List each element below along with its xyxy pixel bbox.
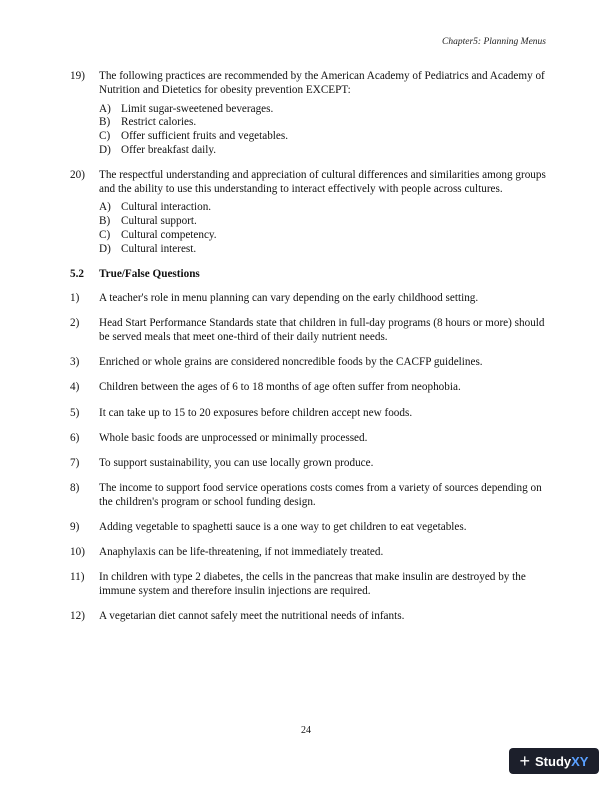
tf-question xyxy=(70,381,548,395)
studyxy-badge[interactable] xyxy=(509,748,599,774)
plus-icon: + xyxy=(519,751,531,771)
question-text: The respectful understanding and appreciation of cultural differences and similarities among groups and the ability to use this understanding to interact effectively with people across cultures. xyxy=(99,168,546,195)
option-list xyxy=(99,103,548,158)
tf-question xyxy=(70,407,548,421)
question-number: 20) xyxy=(70,168,85,181)
question-text: A vegetarian diet cannot safely meet the nutritional needs of infants. xyxy=(99,609,405,622)
option-item xyxy=(99,201,548,215)
tf-question xyxy=(70,317,548,345)
option-item xyxy=(99,229,548,243)
question-number: 3) xyxy=(70,356,80,369)
option-text: Cultural interaction. xyxy=(121,201,212,214)
question-number: 11) xyxy=(70,570,85,583)
tf-question xyxy=(70,521,548,535)
option-item xyxy=(99,103,548,117)
brand-accent: XY xyxy=(571,753,589,769)
question-text: Head Start Performance Standards state that children in full-day programs (8 hours or more) should be served meals that meet one-third of their daily nutrient needs. xyxy=(99,317,545,344)
question-number: 9) xyxy=(70,520,80,533)
question-number: 4) xyxy=(70,381,80,394)
option-item xyxy=(99,130,548,144)
question-number: 5) xyxy=(70,406,80,419)
tf-question xyxy=(70,432,548,446)
option-letter: B) xyxy=(99,215,111,228)
question-text: A teacher's role in menu planning can vary depending on the early childhood setting. xyxy=(99,292,479,305)
question-number: 10) xyxy=(70,545,85,558)
option-letter: D) xyxy=(99,143,111,156)
option-text: Offer sufficient fruits and vegetables. xyxy=(121,130,289,143)
question-text: Whole basic foods are unprocessed or minimally processed. xyxy=(99,431,368,444)
tf-question xyxy=(70,356,548,370)
question-text: Children between the ages of 6 to 18 months of age often suffer from neophobia. xyxy=(99,381,461,394)
question-text: To support sustainability, you can use locally grown produce. xyxy=(99,456,374,469)
option-item xyxy=(99,243,548,257)
option-letter: A) xyxy=(99,201,111,214)
option-letter: C) xyxy=(99,130,111,143)
option-text: Offer breakfast daily. xyxy=(121,143,217,156)
tf-question xyxy=(70,546,548,560)
question-text: It can take up to 15 to 20 exposures before children accept new foods. xyxy=(99,406,413,419)
question-text: In children with type 2 diabetes, the cells in the pancreas that make insulin are destroyed by the immune system and therefore insulin injections are required. xyxy=(99,570,526,597)
question-number: 8) xyxy=(70,481,80,494)
mc-question xyxy=(70,169,548,257)
option-text: Cultural support. xyxy=(121,215,197,228)
question-text: The following practices are recommended by the American Academy of Pediatrics and Academy of Nutrition and Dietetics for obesity prevention EXCEPT: xyxy=(99,70,545,96)
question-text: Adding vegetable to spaghetti sauce is a one way to get children to eat vegetables. xyxy=(99,520,467,533)
option-letter: D) xyxy=(99,242,111,255)
option-item xyxy=(99,116,548,130)
section-number: 5.2 xyxy=(70,267,84,280)
mc-question xyxy=(70,70,548,158)
question-number: 12) xyxy=(70,609,85,622)
brand-main: Study xyxy=(535,753,572,769)
question-text: The income to support food service operations costs comes from a variety of sources depending on the children's program or school funding design. xyxy=(99,481,542,508)
question-text: Anaphylaxis can be life-threatening, if not immediately treated. xyxy=(99,545,384,558)
question-number: 19) xyxy=(70,70,85,82)
page-content xyxy=(70,70,548,635)
option-text: Cultural interest. xyxy=(121,242,197,255)
tf-question xyxy=(70,457,548,471)
tf-question xyxy=(70,571,548,599)
option-letter: A) xyxy=(99,102,111,115)
chapter-header: Chapter5: Planning Menus xyxy=(442,37,546,47)
question-number: 7) xyxy=(70,456,80,469)
tf-question xyxy=(70,482,548,510)
option-text: Cultural competency. xyxy=(121,228,217,241)
page-number: 24 xyxy=(301,725,311,736)
option-text: Restrict calories. xyxy=(121,116,197,129)
option-item xyxy=(99,215,548,229)
question-number: 2) xyxy=(70,317,80,330)
option-list xyxy=(99,201,548,256)
option-letter: B) xyxy=(99,116,111,129)
option-text: Limit sugar-sweetened beverages. xyxy=(121,102,274,115)
section-heading xyxy=(70,268,548,282)
tf-question xyxy=(70,610,548,624)
option-letter: C) xyxy=(99,228,111,241)
question-number: 1) xyxy=(70,292,80,305)
option-item xyxy=(99,144,548,158)
question-number: 6) xyxy=(70,431,80,444)
question-text: Enriched or whole grains are considered noncredible foods by the CACFP guidelines. xyxy=(99,356,483,369)
section-title: True/False Questions xyxy=(99,267,200,280)
tf-question xyxy=(70,292,548,306)
